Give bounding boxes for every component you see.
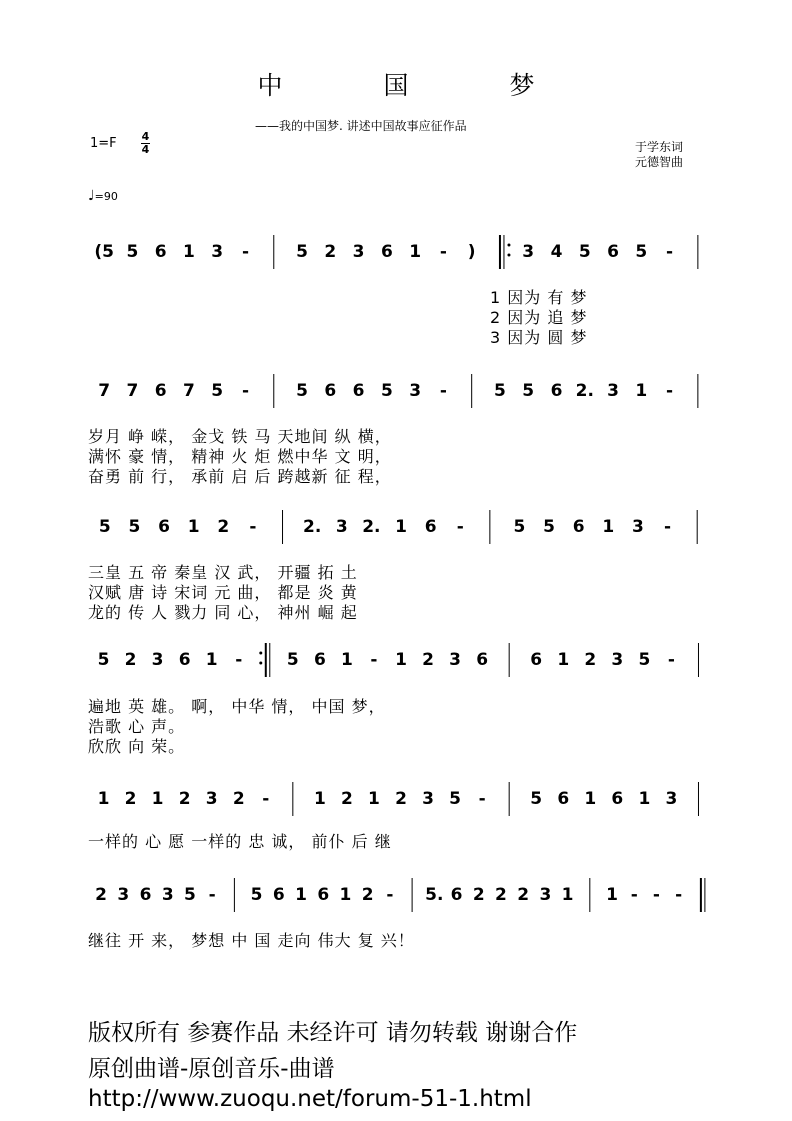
note-mark: 5 <box>98 517 111 537</box>
note-mark: 1 <box>635 381 648 401</box>
lyric-line: 一样的 心 愿 一样的 忠 诚， 前仆 后 继 <box>88 832 392 851</box>
note-mark: 5 <box>126 242 139 262</box>
note-mark: 3 <box>665 789 678 809</box>
note-mark: 1 <box>584 789 597 809</box>
tempo-value: =90 <box>94 190 118 203</box>
note-mark: 6 <box>557 789 570 809</box>
repeat-dot <box>507 244 510 247</box>
note-mark: 2 <box>324 242 337 262</box>
note-mark: (5 <box>94 242 114 262</box>
dash-mark: - <box>667 650 675 670</box>
note-mark: 5 <box>128 517 141 537</box>
note-mark: 2 <box>217 517 230 537</box>
note-mark: 5 <box>449 789 462 809</box>
note-mark: 5 <box>211 381 224 401</box>
footer-source: 原创曲谱-原创音乐-曲谱 <box>88 1056 335 1082</box>
note-mark: 7 <box>98 381 111 401</box>
note-mark: 3 <box>205 789 218 809</box>
note-mark: 1 <box>339 885 352 905</box>
note-mark: 6 <box>380 242 393 262</box>
dash-mark: - <box>235 650 243 670</box>
dash-mark: - <box>262 789 270 809</box>
note-mark: 6 <box>424 517 437 537</box>
note-mark: 6 <box>352 381 365 401</box>
lyric-line: 继往 开 来， 梦想 中 国 走向 伟大 复 兴！ <box>88 931 415 950</box>
note-mark: 6 <box>272 885 285 905</box>
note-mark: 3 <box>409 381 422 401</box>
note-mark: 1 <box>151 789 164 809</box>
key-signature: 1=F <box>90 136 117 151</box>
score-row <box>88 510 697 622</box>
note-mark: 6 <box>607 242 619 262</box>
note-mark: 2 <box>395 789 407 809</box>
note-mark: 5 <box>380 381 393 401</box>
note-mark: 3 <box>151 650 164 670</box>
note-mark: 6 <box>550 381 563 401</box>
note-mark: 7 <box>183 381 195 401</box>
quarter-note-icon: ♩ <box>88 188 95 204</box>
note-mark: 5 <box>286 650 299 670</box>
footer-url: http://www.zuoqu.net/forum-51-1.html <box>88 1086 532 1112</box>
time-signature-top: 4 <box>141 130 150 143</box>
note-mark: 2 <box>124 650 137 670</box>
note-mark: 5 <box>635 242 648 262</box>
note-mark: 2 <box>124 789 137 809</box>
dash-mark: - <box>370 650 378 670</box>
note-mark: 3 <box>352 242 365 262</box>
note-mark: 2 <box>95 885 108 905</box>
note-mark: 1 <box>606 885 618 905</box>
song-subtitle: ——我的中国梦. 讲述中国故事应征作品 <box>255 119 467 133</box>
lyric-line: 浩歌 心 声。 <box>88 717 186 736</box>
note-mark: 1 <box>602 517 615 537</box>
dash-mark: - <box>652 885 660 905</box>
note-mark: 5 <box>296 381 308 401</box>
note-mark: 6 <box>611 789 624 809</box>
note-mark: 2 <box>178 789 191 809</box>
dash-mark: - <box>630 885 638 905</box>
dash-mark: - <box>478 789 486 809</box>
note-mark: 1 <box>205 650 218 670</box>
note-mark: 5 <box>578 242 591 262</box>
dash-mark: - <box>386 885 394 905</box>
dash-mark: - <box>456 517 464 537</box>
note-mark: 2 <box>361 885 374 905</box>
note-mark: 6 <box>158 517 170 537</box>
lyric-line: 汉赋 唐 诗 宋词 元 曲， 都是 炎 黄 <box>88 583 358 602</box>
note-mark: 6 <box>476 650 489 670</box>
note-mark: 2 <box>495 885 507 905</box>
note-mark: 1 <box>395 517 407 537</box>
note-mark: 5 <box>97 650 110 670</box>
composer-credit: 元德智曲 <box>635 155 684 169</box>
note-mark: 2 <box>422 650 434 670</box>
note-mark: 5 <box>543 517 556 537</box>
lyric-line: 欣欣 向 荣。 <box>88 737 186 756</box>
lyric-line: 2 因为 追 梦 <box>490 308 588 327</box>
note-mark: 1 <box>638 789 651 809</box>
note-mark: 6 <box>139 885 152 905</box>
dash-mark: - <box>241 242 250 262</box>
note-mark: 6 <box>572 517 585 537</box>
note-mark: 6 <box>154 381 167 401</box>
dash-mark: - <box>675 885 683 905</box>
note-mark: 1 <box>395 650 407 670</box>
lyric-line: 1 因为 有 梦 <box>490 288 588 307</box>
note-mark: 3 <box>117 885 130 905</box>
note-mark: 1 <box>313 789 326 809</box>
dash-mark: - <box>208 885 216 905</box>
note-mark: 1 <box>183 242 195 262</box>
note-mark: 5 <box>250 885 263 905</box>
dash-mark: - <box>249 517 257 537</box>
repeat-dot <box>259 662 262 665</box>
note-mark: 3 <box>632 517 644 537</box>
note-mark: 5 <box>530 789 543 809</box>
time-signature-bottom: 4 <box>141 143 150 156</box>
dash-mark: - <box>439 381 447 401</box>
note-mark: 1 <box>409 242 422 262</box>
footer-copyright: 版权所有 参赛作品 未经许可 请勿转载 谢谢合作 <box>88 1020 578 1046</box>
note-mark: 1 <box>295 885 307 905</box>
note-mark: 1 <box>97 789 110 809</box>
lyric-line: 3 因为 圆 梦 <box>490 328 588 347</box>
note-mark: 1 <box>557 650 570 670</box>
note-mark: 6 <box>317 885 330 905</box>
note-mark: 2 <box>517 885 530 905</box>
note-mark: 5 <box>296 242 308 262</box>
note-mark: ) <box>467 242 476 262</box>
score-row <box>88 643 698 756</box>
note-mark: 6 <box>313 650 326 670</box>
dash-mark: - <box>666 242 674 262</box>
repeat-dot <box>507 254 510 257</box>
note-mark: 1 <box>561 885 574 905</box>
score-row <box>88 374 698 486</box>
note-mark: 5 <box>522 381 535 401</box>
note-mark: 2 <box>232 789 245 809</box>
note-mark: 3 <box>449 650 462 670</box>
note-mark: 5 <box>494 381 506 401</box>
note-mark: 3 <box>611 650 624 670</box>
note-mark: 3 <box>539 885 552 905</box>
note-mark: 3 <box>522 242 535 262</box>
note-mark: 3 <box>161 885 174 905</box>
note-mark: 4 <box>550 242 563 262</box>
note-mark: 1 <box>340 650 353 670</box>
note-mark: 6 <box>178 650 191 670</box>
note-mark: 5 <box>184 885 196 905</box>
lyric-line: 三皇 五 帝 秦皇 汉 武， 开疆 拓 土 <box>88 563 358 582</box>
song-title: 中 国 梦 <box>257 71 573 100</box>
note-mark: 2. <box>302 517 322 537</box>
score-row <box>88 782 698 851</box>
note-mark: 6 <box>530 650 543 670</box>
note-mark: 7 <box>126 381 139 401</box>
lyric-line: 岁月 峥 嵘， 金戈 铁 马 天地间 纵 横， <box>88 427 392 446</box>
dash-mark: - <box>664 517 672 537</box>
note-mark: 2 <box>584 650 597 670</box>
lyric-line: 满怀 豪 情， 精神 火 炬 燃中华 文 明， <box>88 447 392 466</box>
note-mark: 1 <box>368 789 380 809</box>
note-mark: 5 <box>638 650 651 670</box>
score-row <box>94 235 698 347</box>
dash-mark: - <box>666 381 674 401</box>
lyric-line: 龙的 传 人 戮力 同 心， 神州 崛 起 <box>88 603 358 622</box>
repeat-dot <box>259 652 262 655</box>
note-mark: 6 <box>450 885 463 905</box>
note-mark: 6 <box>324 381 337 401</box>
note-mark: 2. <box>362 517 381 537</box>
score-row <box>88 878 705 950</box>
note-mark: 3 <box>335 517 348 537</box>
note-mark: 5 <box>513 517 526 537</box>
note-mark: 6 <box>154 242 167 262</box>
dash-mark: - <box>241 381 250 401</box>
note-mark: 3 <box>211 242 224 262</box>
lyric-line: 奋勇 前 行， 承前 启 后 跨越新 征 程， <box>88 467 392 486</box>
dash-mark: - <box>439 242 447 262</box>
note-mark: 3 <box>422 789 434 809</box>
note-mark: 3 <box>607 381 619 401</box>
lyricist-credit: 于学东词 <box>635 140 684 154</box>
note-mark: 2 <box>340 789 353 809</box>
note-mark: 2 <box>472 885 485 905</box>
note-mark: 1 <box>187 517 200 537</box>
note-mark: 5. <box>425 885 444 905</box>
lyric-line: 遍地 英 雄。 啊， 中华 情， 中国 梦， <box>88 697 386 716</box>
note-mark: 2. <box>575 381 594 401</box>
